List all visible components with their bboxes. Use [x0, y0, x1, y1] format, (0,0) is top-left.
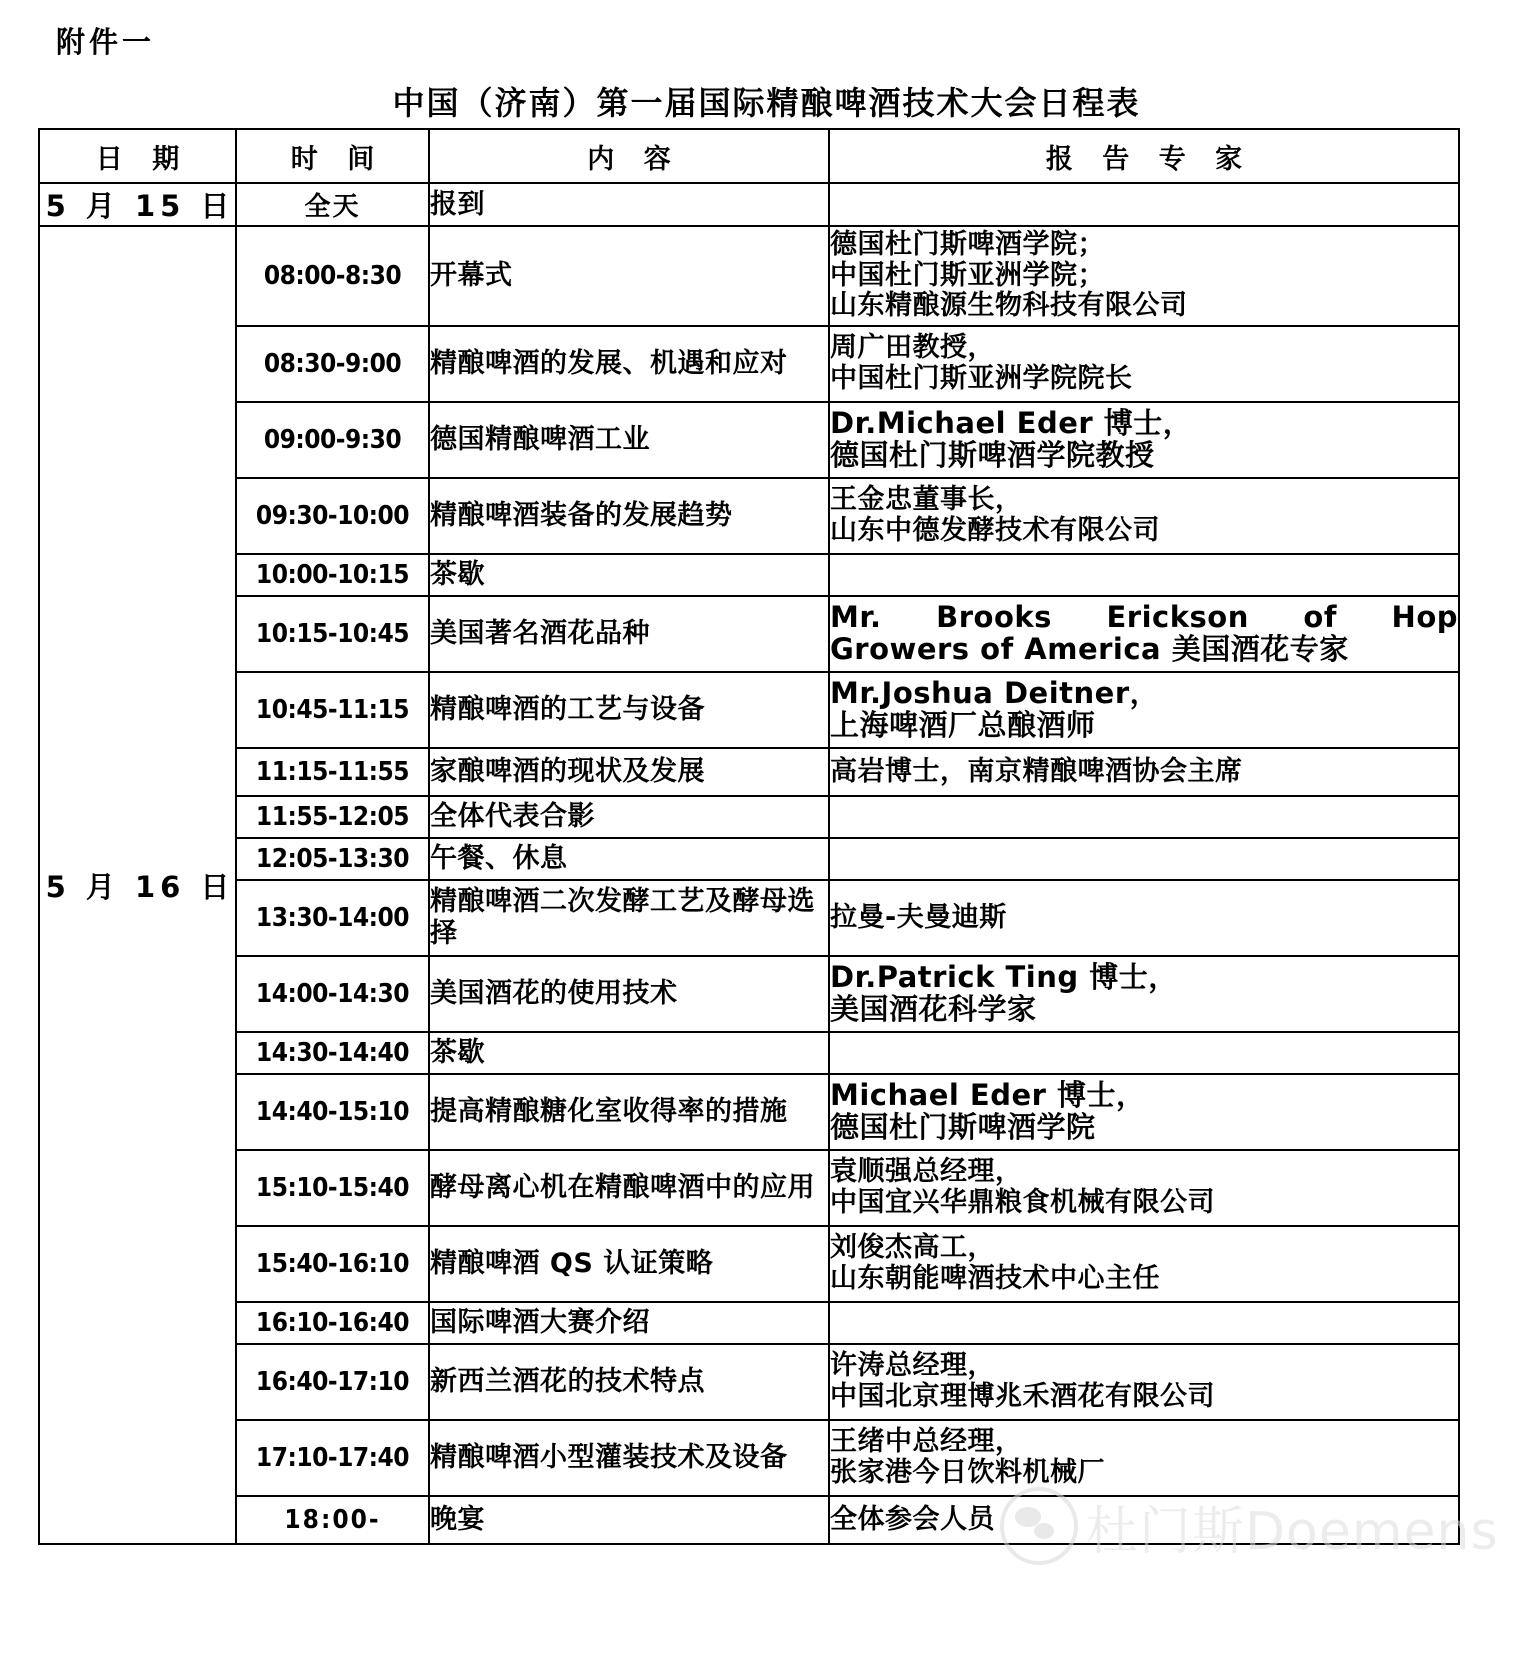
speaker-line: 中国北京理博兆禾酒花有限公司 [830, 1381, 1215, 1412]
speaker-line: 高岩博士，南京精酿啤酒协会主席 [830, 755, 1243, 787]
speaker-line: 德国杜门斯啤酒学院教授 [830, 438, 1155, 472]
column-header-content: 内 容 [429, 129, 829, 183]
speaker-line: 周广田教授， [830, 332, 995, 364]
speaker-line: Mr.Joshua Deitner， [830, 676, 1160, 711]
table-row [39, 1150, 1459, 1226]
session-speaker [829, 402, 1459, 478]
session-speaker [829, 226, 1459, 326]
session-speaker [829, 1302, 1459, 1344]
session-content: 精酿啤酒的工艺与设备 [429, 672, 829, 748]
speaker-line: 中国宜兴华鼎粮食机械有限公司 [830, 1187, 1215, 1218]
session-speaker [829, 326, 1459, 402]
speaker-line: 许涛总经理， [830, 1350, 995, 1382]
watermark-text: 杜门斯Doemens [1086, 1501, 1499, 1562]
session-time: 13:30-14:00 [236, 880, 429, 956]
table-row [39, 554, 1459, 596]
speaker-line: 王金忠董事长， [830, 484, 1023, 516]
attachment-label: 附件一 [56, 25, 156, 59]
speaker-line: Growers of America 美国酒花专家 [830, 632, 1349, 666]
speaker-line: 全体参会人员 [830, 1503, 995, 1535]
table-row [39, 478, 1459, 554]
session-time: 10:45-11:15 [236, 672, 429, 748]
speaker-line: 山东精酿源生物科技有限公司 [830, 290, 1188, 322]
session-content: 新西兰酒花的技术特点 [429, 1344, 829, 1420]
speaker-line: Dr.Patrick Ting 博士， [830, 960, 1178, 995]
speaker-line: 山东朝能啤酒技术中心主任 [830, 1263, 1160, 1294]
speaker-line: 上海啤酒厂总酿酒师 [830, 708, 1096, 742]
session-content: 精酿啤酒装备的发展趋势 [429, 478, 829, 554]
table-row [39, 183, 1459, 226]
speaker-line: 山东中德发酵技术有限公司 [830, 515, 1160, 546]
session-content: 全体代表合影 [429, 796, 829, 838]
session-content: 茶歇 [429, 1032, 829, 1074]
session-time: 08:30-9:00 [236, 326, 429, 402]
date-cell-day2: 5 月 16 日 [39, 226, 236, 1544]
session-speaker [829, 1150, 1459, 1226]
session-content: 报到 [429, 183, 829, 226]
session-content: 国际啤酒大赛介绍 [429, 1302, 829, 1344]
session-time: 14:30-14:40 [236, 1032, 429, 1074]
session-time: 15:10-15:40 [236, 1150, 429, 1226]
table-row [39, 1032, 1459, 1074]
session-time: 15:40-16:10 [236, 1226, 429, 1302]
conference-schedule-table [38, 128, 1460, 1545]
table-row [39, 672, 1459, 748]
table-row [39, 748, 1459, 796]
speaker-line: 德国杜门斯啤酒学院 [830, 1110, 1096, 1144]
table-row [39, 796, 1459, 838]
table-row [39, 956, 1459, 1032]
session-speaker [829, 672, 1459, 748]
session-content: 精酿啤酒的发展、机遇和应对 [429, 326, 829, 402]
session-speaker [829, 1226, 1459, 1302]
session-speaker [829, 1032, 1459, 1074]
speaker-line: 美国酒花科学家 [830, 992, 1037, 1026]
date-cell-day1: 5 月 15 日 [39, 183, 236, 226]
session-time: 16:10-16:40 [236, 1302, 429, 1344]
session-content: 晚宴 [429, 1496, 829, 1544]
session-content: 提高精酿糖化室收得率的措施 [429, 1074, 829, 1150]
table-row [39, 1074, 1459, 1150]
session-time: 17:10-17:40 [236, 1420, 429, 1496]
speaker-line: 德国杜门斯啤酒学院； [830, 228, 1105, 260]
table-row [39, 1226, 1459, 1302]
speaker-line: 王绪中总经理， [830, 1426, 1023, 1458]
session-speaker [829, 596, 1459, 672]
speaker-line: 中国杜门斯亚洲学院； [830, 259, 1105, 291]
table-row [39, 1344, 1459, 1420]
table-row [39, 1496, 1459, 1544]
session-speaker [829, 183, 1459, 226]
speaker-line: 中国杜门斯亚洲学院院长 [830, 363, 1133, 394]
session-time: 14:00-14:30 [236, 956, 429, 1032]
session-speaker [829, 478, 1459, 554]
speaker-line: 刘俊杰高工， [830, 1232, 995, 1264]
speaker-line: Mr. Brooks Erickson of Hop [830, 600, 1458, 635]
session-content: 精酿啤酒 QS 认证策略 [429, 1226, 829, 1302]
session-time: 10:00-10:15 [236, 554, 429, 596]
session-content: 家酿啤酒的现状及发展 [429, 748, 829, 796]
session-speaker [829, 880, 1459, 956]
column-header-date: 日 期 [39, 129, 236, 183]
session-time: 09:00-9:30 [236, 402, 429, 478]
speaker-line: Michael Eder 博士， [830, 1078, 1146, 1113]
speaker-line: 袁顺强总经理， [830, 1156, 1023, 1188]
speaker-line: 拉曼-夫曼迪斯 [830, 901, 1007, 933]
session-content: 美国著名酒花品种 [429, 596, 829, 672]
session-time: 11:55-12:05 [236, 796, 429, 838]
session-time: 09:30-10:00 [236, 478, 429, 554]
session-content: 美国酒花的使用技术 [429, 956, 829, 1032]
session-time: 18:00- [236, 1496, 429, 1544]
speaker-line: 张家港今日饮料机械厂 [830, 1457, 1105, 1488]
session-content: 开幕式 [429, 226, 829, 326]
table-row [39, 1420, 1459, 1496]
session-speaker [829, 1074, 1459, 1150]
session-speaker [829, 1344, 1459, 1420]
session-time: 全天 [236, 183, 429, 226]
session-time: 16:40-17:10 [236, 1344, 429, 1420]
session-speaker [829, 956, 1459, 1032]
column-header-time: 时 间 [236, 129, 429, 183]
speaker-line: Dr.Michael Eder 博士， [830, 406, 1193, 441]
session-speaker [829, 748, 1459, 796]
table-row [39, 1302, 1459, 1344]
session-content: 精酿啤酒二次发酵工艺及酵母选择 [429, 880, 829, 956]
page-title: 中国（济南）第一届国际精酿啤酒技术大会日程表 [392, 84, 1141, 122]
table-row [39, 880, 1459, 956]
session-time: 10:15-10:45 [236, 596, 429, 672]
session-time: 08:00-8:30 [236, 226, 429, 326]
session-time: 11:15-11:55 [236, 748, 429, 796]
session-content: 精酿啤酒小型灌装技术及设备 [429, 1420, 829, 1496]
session-speaker [829, 1496, 1459, 1544]
session-content: 德国精酿啤酒工业 [429, 402, 829, 478]
session-speaker [829, 838, 1459, 880]
session-time: 12:05-13:30 [236, 838, 429, 880]
session-speaker [829, 796, 1459, 838]
table-header-row [39, 129, 1459, 183]
session-content: 午餐、休息 [429, 838, 829, 880]
table-row [39, 226, 1459, 326]
column-header-speaker: 报 告 专 家 [829, 129, 1459, 183]
table-row [39, 326, 1459, 402]
session-speaker [829, 1420, 1459, 1496]
session-content: 酵母离心机在精酿啤酒中的应用 [429, 1150, 829, 1226]
session-content: 茶歇 [429, 554, 829, 596]
table-row [39, 838, 1459, 880]
table-row [39, 596, 1459, 672]
session-time: 14:40-15:10 [236, 1074, 429, 1150]
table-row [39, 402, 1459, 478]
session-speaker [829, 554, 1459, 596]
